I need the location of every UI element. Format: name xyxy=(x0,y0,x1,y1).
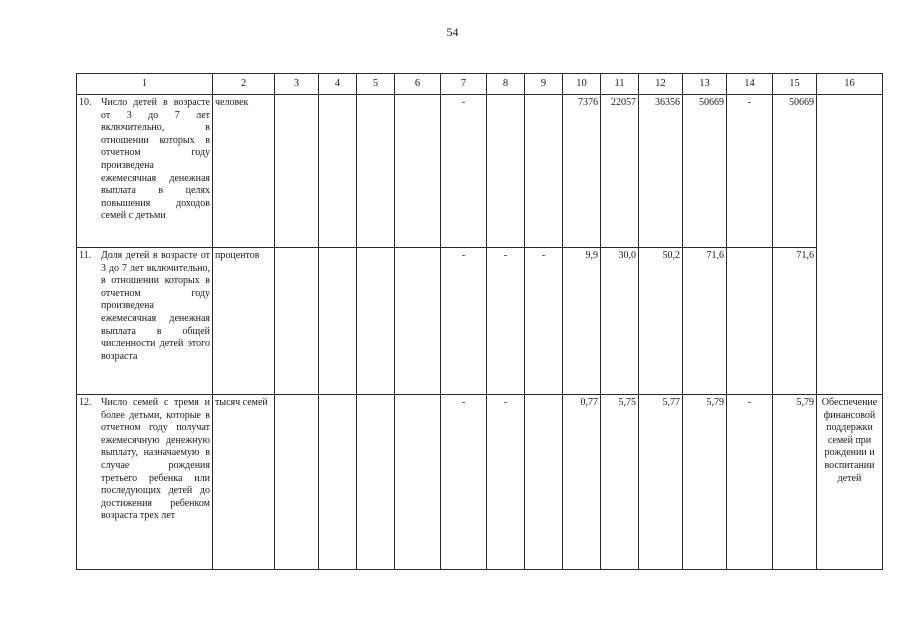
value-cell: 50669 xyxy=(773,95,817,248)
indicator-name-cell xyxy=(77,248,213,395)
value-cell: 0,77 xyxy=(563,395,601,570)
column-header: 10 xyxy=(563,74,601,95)
value-cell: 7376 xyxy=(563,95,601,248)
column-header: 8 xyxy=(487,74,525,95)
value-cell: 5,75 xyxy=(601,395,639,570)
column-header: 12 xyxy=(639,74,683,95)
indicator-number: 11. xyxy=(79,250,92,261)
value-cell: - xyxy=(441,248,487,395)
page-number: 54 xyxy=(446,25,459,39)
indicator-name: Число детей в возрасте от 3 до 7 лет включительно, в отношении которых в отчетном году произведена ежемесячная денежная выплата в целях повышения доходов семей с детьми xyxy=(101,97,210,222)
value-cell: 30,0 xyxy=(601,248,639,395)
value-cell xyxy=(525,395,563,570)
column-header: 6 xyxy=(395,74,441,95)
value-cell: 50669 xyxy=(683,95,727,248)
value-cell: 5,79 xyxy=(683,395,727,570)
column-header: 16 xyxy=(817,74,883,95)
column-header: 3 xyxy=(275,74,319,95)
value-cell xyxy=(357,248,395,395)
column-header: 1 xyxy=(77,74,213,95)
table-row xyxy=(77,395,883,570)
value-cell: 71,6 xyxy=(683,248,727,395)
value-cell xyxy=(357,395,395,570)
value-cell xyxy=(487,95,525,248)
indicator-name-cell xyxy=(77,395,213,570)
column-header: 14 xyxy=(727,74,773,95)
value-cell xyxy=(319,395,357,570)
table-header-row xyxy=(77,74,883,95)
value-cell xyxy=(395,95,441,248)
indicator-name-cell xyxy=(77,95,213,248)
value-cell: - xyxy=(525,248,563,395)
value-cell: - xyxy=(487,395,525,570)
value-cell xyxy=(525,95,563,248)
value-cell: 71,6 xyxy=(773,248,817,395)
unit-cell: процентов xyxy=(213,248,275,395)
value-cell xyxy=(275,248,319,395)
column-header: 4 xyxy=(319,74,357,95)
value-cell xyxy=(357,95,395,248)
value-cell: - xyxy=(487,248,525,395)
value-cell xyxy=(275,395,319,570)
value-cell xyxy=(395,248,441,395)
indicator-name: Доля детей в возрасте от 3 до 7 лет включительно, в отношении которых в отчетном году произведена ежемесячная денежная выплата в общей численности детей этого возраста xyxy=(101,250,210,362)
value-cell: - xyxy=(727,95,773,248)
indicators-table xyxy=(76,73,883,570)
table-row xyxy=(77,248,883,395)
value-cell: - xyxy=(727,395,773,570)
column-header: 5 xyxy=(357,74,395,95)
unit-cell: человек xyxy=(213,95,275,248)
value-cell: 50,2 xyxy=(639,248,683,395)
indicator-number: 10. xyxy=(79,97,92,108)
table-row xyxy=(77,95,883,248)
goal-note-cell: Обеспечение финансовой поддержки семей при рождении и воспитании детей xyxy=(817,395,883,570)
column-header: 13 xyxy=(683,74,727,95)
column-header: 9 xyxy=(525,74,563,95)
value-cell xyxy=(727,248,773,395)
column-header: 11 xyxy=(601,74,639,95)
value-cell: 36356 xyxy=(639,95,683,248)
value-cell xyxy=(275,95,319,248)
value-cell: 22057 xyxy=(601,95,639,248)
value-cell: - xyxy=(441,95,487,248)
indicator-name: Число семей с тремя и более детьми, которые в отчетном году получат ежемесячную денежную выплату, назначаемую в случае рождения третьего ребенка или последующих детей до достижения ребенком возраста трех лет xyxy=(101,397,210,522)
value-cell xyxy=(817,95,883,395)
value-cell xyxy=(319,248,357,395)
indicator-number: 12. xyxy=(79,397,92,408)
column-header: 2 xyxy=(213,74,275,95)
value-cell xyxy=(319,95,357,248)
value-cell: 5,77 xyxy=(639,395,683,570)
unit-cell: тысяч семей xyxy=(213,395,275,570)
value-cell xyxy=(395,395,441,570)
column-header: 15 xyxy=(773,74,817,95)
value-cell: 5,79 xyxy=(773,395,817,570)
column-header: 7 xyxy=(441,74,487,95)
value-cell: 9,9 xyxy=(563,248,601,395)
value-cell: - xyxy=(441,395,487,570)
